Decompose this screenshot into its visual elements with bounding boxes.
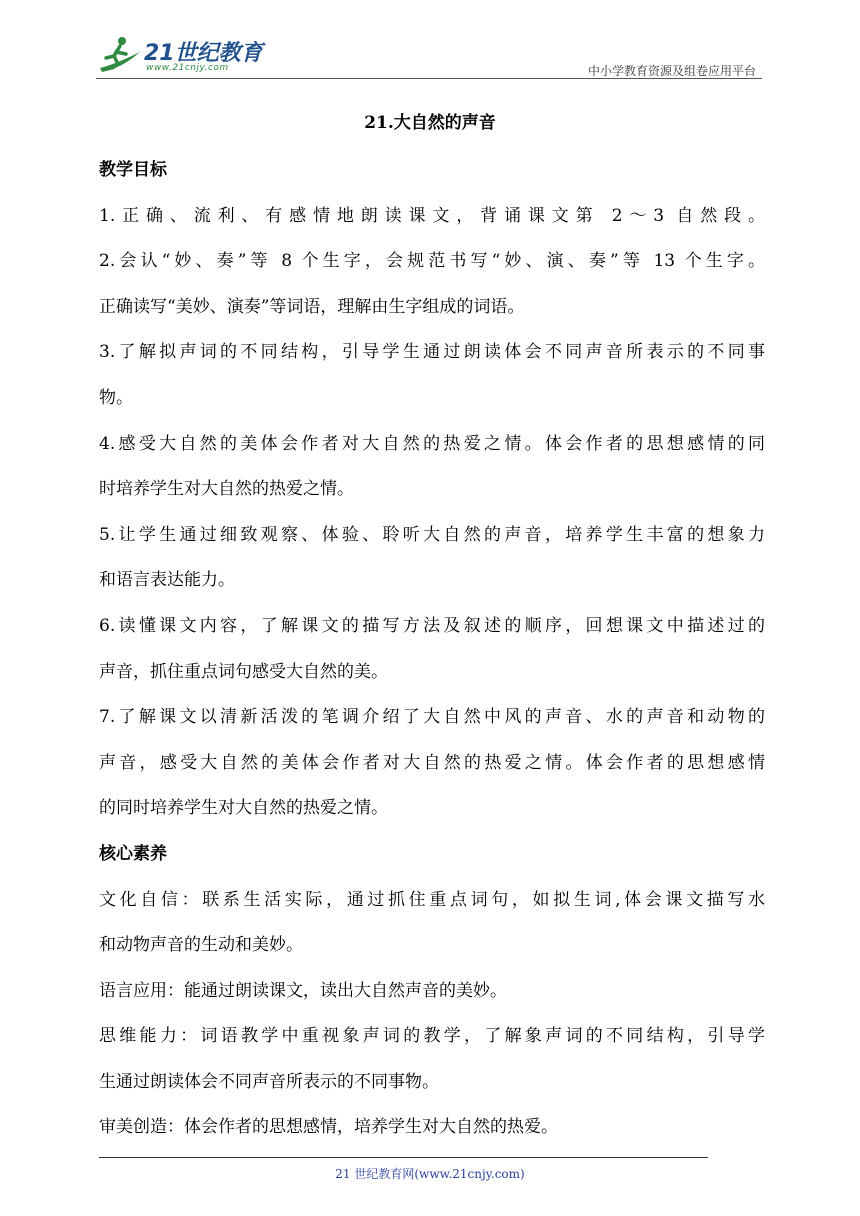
goal-line: 1.正确、流利、有感情地朗读课文，背诵课文第 2～3 自然段。 (99, 205, 765, 226)
logo-url: www.21cnjy.com (146, 63, 229, 73)
footer-divider (99, 1157, 708, 1158)
goal-line: 声音，感受大自然的美体会作者对大自然的热爱之情。体会作者的思想感情 (99, 752, 765, 773)
core-line: 语言应用：能通过朗读课文，读出大自然声音的美妙。 (99, 980, 507, 1001)
core-line: 审美创造：体会作者的思想感情，培养学生对大自然的热爱。 (99, 1117, 558, 1138)
goal-line: 声音，抓住重点词句感受大自然的美。 (99, 661, 388, 682)
goal-line: 2.会认“妙、奏”等 8 个生字，会规范书写“妙、演、奏”等 13 个生字。 (99, 251, 765, 272)
core-line: 思维能力：词语教学中重视象声词的教学，了解象声词的不同结构，引导学 (99, 1026, 765, 1047)
runner-logo-icon (96, 34, 142, 74)
page-footer[interactable]: 21 世纪教育网(www.21cnjy.com) (335, 1167, 525, 1181)
goal-line: 和语言表达能力。 (99, 570, 235, 591)
core-line: 和动物声音的生动和美妙。 (99, 935, 303, 956)
goal-line: 的同时培养学生对大自然的热爱之情。 (99, 798, 388, 819)
section-heading-core: 核心素养 (99, 843, 167, 864)
goal-line: 正确读写“美妙、演奏”等词语，理解由生字组成的词语。 (99, 296, 525, 317)
logo-title: 21世纪教育 (144, 41, 263, 66)
lesson-content (99, 148, 765, 1151)
goal-line: 物。 (99, 387, 133, 408)
page-header (96, 32, 762, 78)
goal-line: 6.读懂课文内容，了解课文的描写方法及叙述的顺序，回想课文中描述过的 (99, 615, 765, 636)
page-title: 21.大自然的声音 (364, 113, 496, 133)
goal-line: 3.了解拟声词的不同结构，引导学生通过朗读体会不同声音所表示的不同事 (99, 342, 765, 363)
core-line: 生通过朗读体会不同声音所表示的不同事物。 (99, 1071, 439, 1092)
goal-line: 7.了解课文以清新活泼的笔调介绍了大自然中风的声音、水的声音和动物的 (99, 707, 765, 728)
goal-line: 4.感受大自然的美体会作者对大自然的热爱之情。体会作者的思想感情的同 (99, 433, 765, 454)
goal-line: 5.让学生通过细致观察、体验、聆听大自然的声音，培养学生丰富的想象力 (99, 524, 765, 545)
header-divider (96, 78, 762, 79)
header-platform-text: 中小学教育资源及组卷应用平台 (587, 64, 756, 78)
goal-line: 时培养学生对大自然的热爱之情。 (99, 479, 354, 500)
section-heading-goals: 教学目标 (99, 160, 167, 180)
core-line: 文化自信：联系生活实际，通过抓住重点词句，如拟生词,体会课文描写水 (99, 889, 765, 910)
site-logo[interactable] (96, 32, 266, 78)
